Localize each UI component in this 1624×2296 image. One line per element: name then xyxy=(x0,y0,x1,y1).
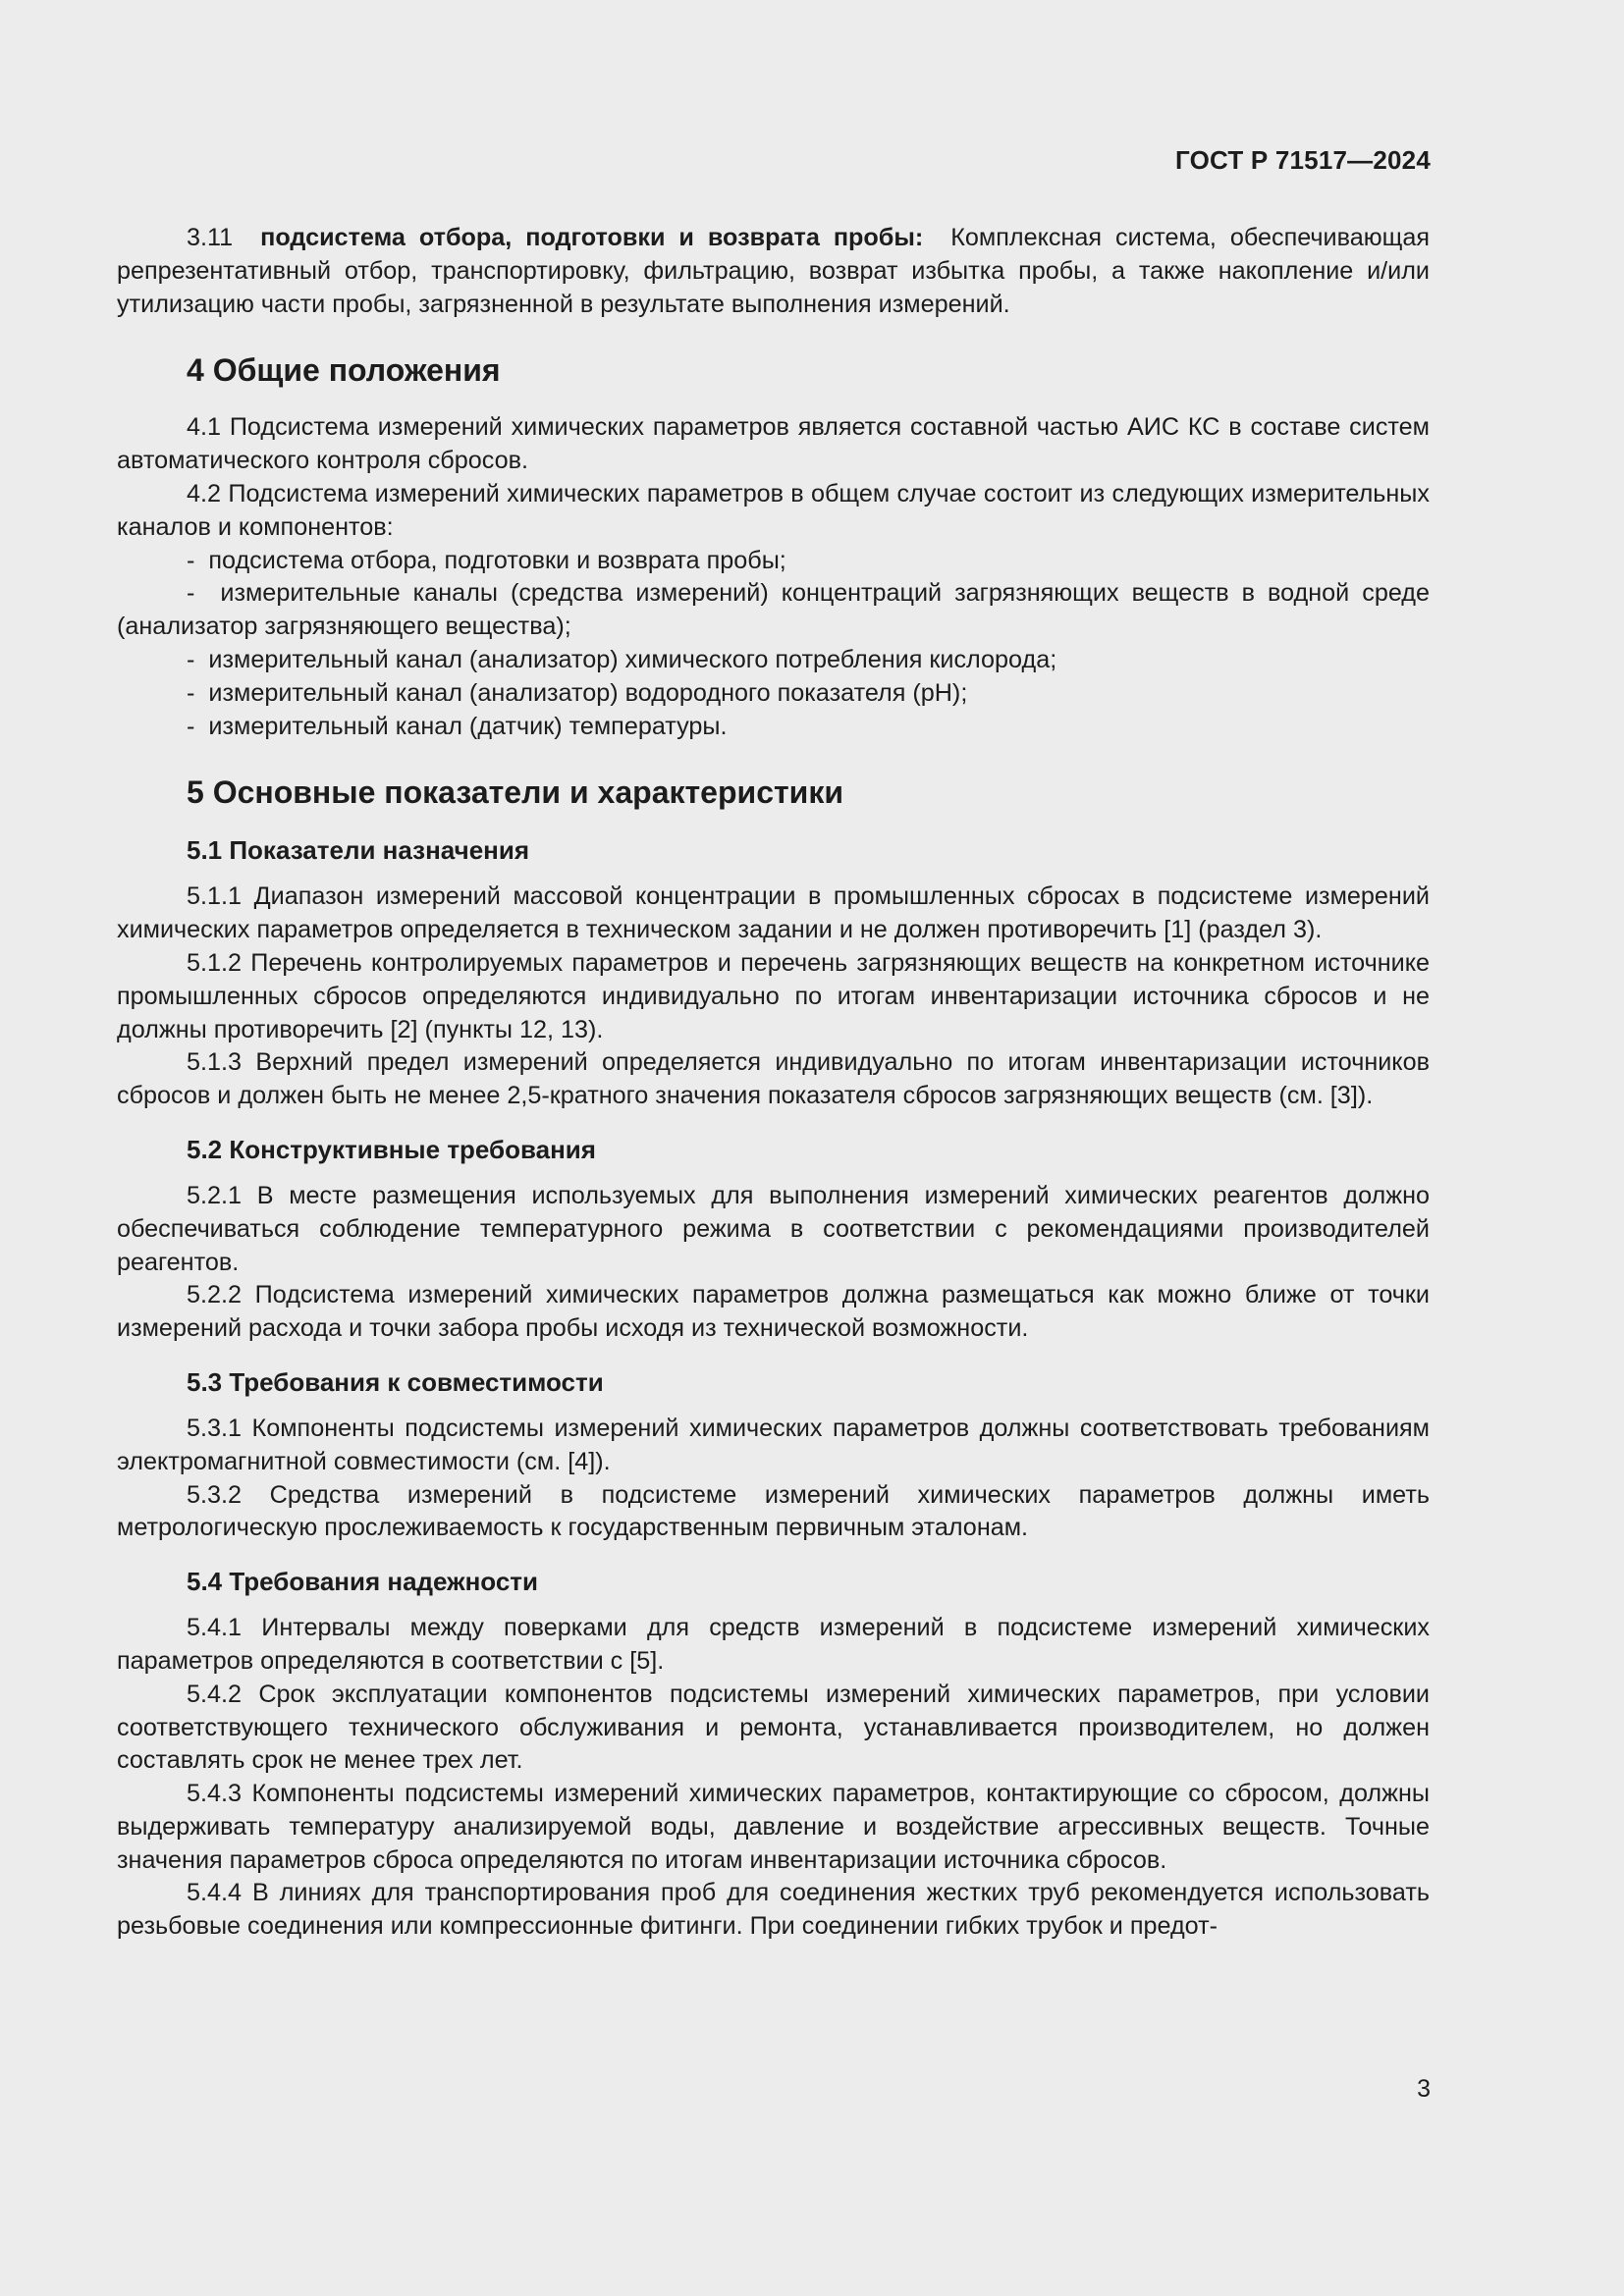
subsection-5-1-title: 5.1 Показатели назначения xyxy=(187,835,530,866)
clause-5-4-2: 5.4.2 Срок эксплуатации компонентов подсистемы измерений химических параметров, при условии соответствующего технического обслуживания и ремонта, устанавливается производителем, но должен составлять срок не менее трех лет. xyxy=(117,1680,1430,1775)
clause-5-2-2: 5.2.2 Подсистема измерений химических параметров должна размещаться как можно ближе от точки измерений расхода и точки забора пробы исходя из технической возможности. xyxy=(117,1281,1430,1343)
list-item: - измерительный канал (анализатор) водородного показателя (pH); xyxy=(187,678,968,707)
clause-5-3-1: 5.3.1 Компоненты подсистемы измерений химических параметров должны соответствовать требованиям электромагнитной совместимости (см. [4]). xyxy=(117,1414,1430,1475)
document-code: ГОСТ Р 71517—2024 xyxy=(1175,145,1431,175)
clause-5-3-2: 5.3.2 Средства измерений в подсистеме измерений химических параметров должны иметь метрологическую прослеживаемость к государственным первичным эталонам. xyxy=(117,1480,1430,1542)
clause-5-4-3: 5.4.3 Компоненты подсистемы измерений химических параметров, контактирующие со сбросом, должны выдерживать температуру анализируемой воды, давление и воздействие агрессивных веществ. Точные значения параметров сброса определяются по итогам инвентаризации источника сбросов. xyxy=(117,1780,1430,1874)
clause-5-1-1: 5.1.1 Диапазон измерений массовой концентрации в промышленных сбросах в подсистеме измерений химических параметров определяется в техническом задании и не должен противоречить [1] (раздел 3). xyxy=(117,882,1430,944)
list-item: - подсистема отбора, подготовки и возврата пробы; xyxy=(187,546,786,574)
clause-5-1-3: 5.1.3 Верхний предел измерений определяется индивидуально по итогам инвентаризации источников сбросов и должен быть не менее 2,5-кратного значения показателя сбросов загрязняющих веществ (см. [3]). xyxy=(117,1048,1430,1110)
list-item: - измерительный канал (датчик) температуры. xyxy=(187,712,728,740)
clause-5-4-4: 5.4.4 В линиях для транспортирования проб для соединения жестких труб рекомендуется использовать резьбовые соединения или компрессионные фитинги. При соединении гибких трубок и предот- xyxy=(117,1879,1430,1941)
list-item: - измерительные каналы (средства измерений) концентраций загрязняющих веществ в водной среде (анализатор загрязняющего вещества); xyxy=(117,579,1430,641)
list-item: - измерительный канал (анализатор) химического потребления кислорода; xyxy=(187,645,1057,673)
definition: Комплексная система, обеспечивающая репрезентативный отбор, транспортировку, фильтрацию, возврат избытка пробы, а также накопление и/или утилизацию части пробы, загрязненной в результате выполнения измерений. xyxy=(117,224,1430,318)
clause-5-4-1: 5.4.1 Интервалы между поверками для средств измерений в подсистеме измерений химических параметров определяются в соответствии с [5]. xyxy=(117,1614,1430,1675)
clause-4-1: 4.1 Подсистема измерений химических параметров является составной частью АИС КС в составе систем автоматического контроля сбросов. xyxy=(117,413,1430,475)
clause-number: 3.11 xyxy=(187,224,234,251)
clause-5-1-2: 5.1.2 Перечень контролируемых параметров и перечень загрязняющих веществ на конкретном источнике промышленных сбросов определяются индивидуально по итогам инвентаризации источника сбросов и не должны противоречить [2] (пункты 12, 13). xyxy=(117,948,1430,1043)
clause-3-11 xyxy=(117,222,1430,321)
section-5-title: 5 Основные показатели и характеристики xyxy=(187,774,844,811)
page-content xyxy=(117,222,1430,1944)
section-4-title: 4 Общие положения xyxy=(187,352,501,389)
page-number: 3 xyxy=(1417,2075,1431,2103)
subsection-5-4-title: 5.4 Требования надежности xyxy=(187,1567,539,1597)
subsection-5-3-title: 5.3 Требования к совместимости xyxy=(187,1366,604,1397)
clause-5-2-1: 5.2.1 В месте размещения используемых для выполнения измерений химических реагентов должно обеспечиваться соблюдение температурного режима в соответствии с рекомендациями производителей реагентов. xyxy=(117,1181,1430,1276)
subsection-5-2-title: 5.2 Конструктивные требования xyxy=(187,1134,596,1164)
clause-4-2: 4.2 Подсистема измерений химических параметров в общем случае состоит из следующих измерительных каналов и компонентов: xyxy=(117,479,1430,541)
term: подсистема отбора, подготовки и возврата пробы: xyxy=(260,224,924,251)
